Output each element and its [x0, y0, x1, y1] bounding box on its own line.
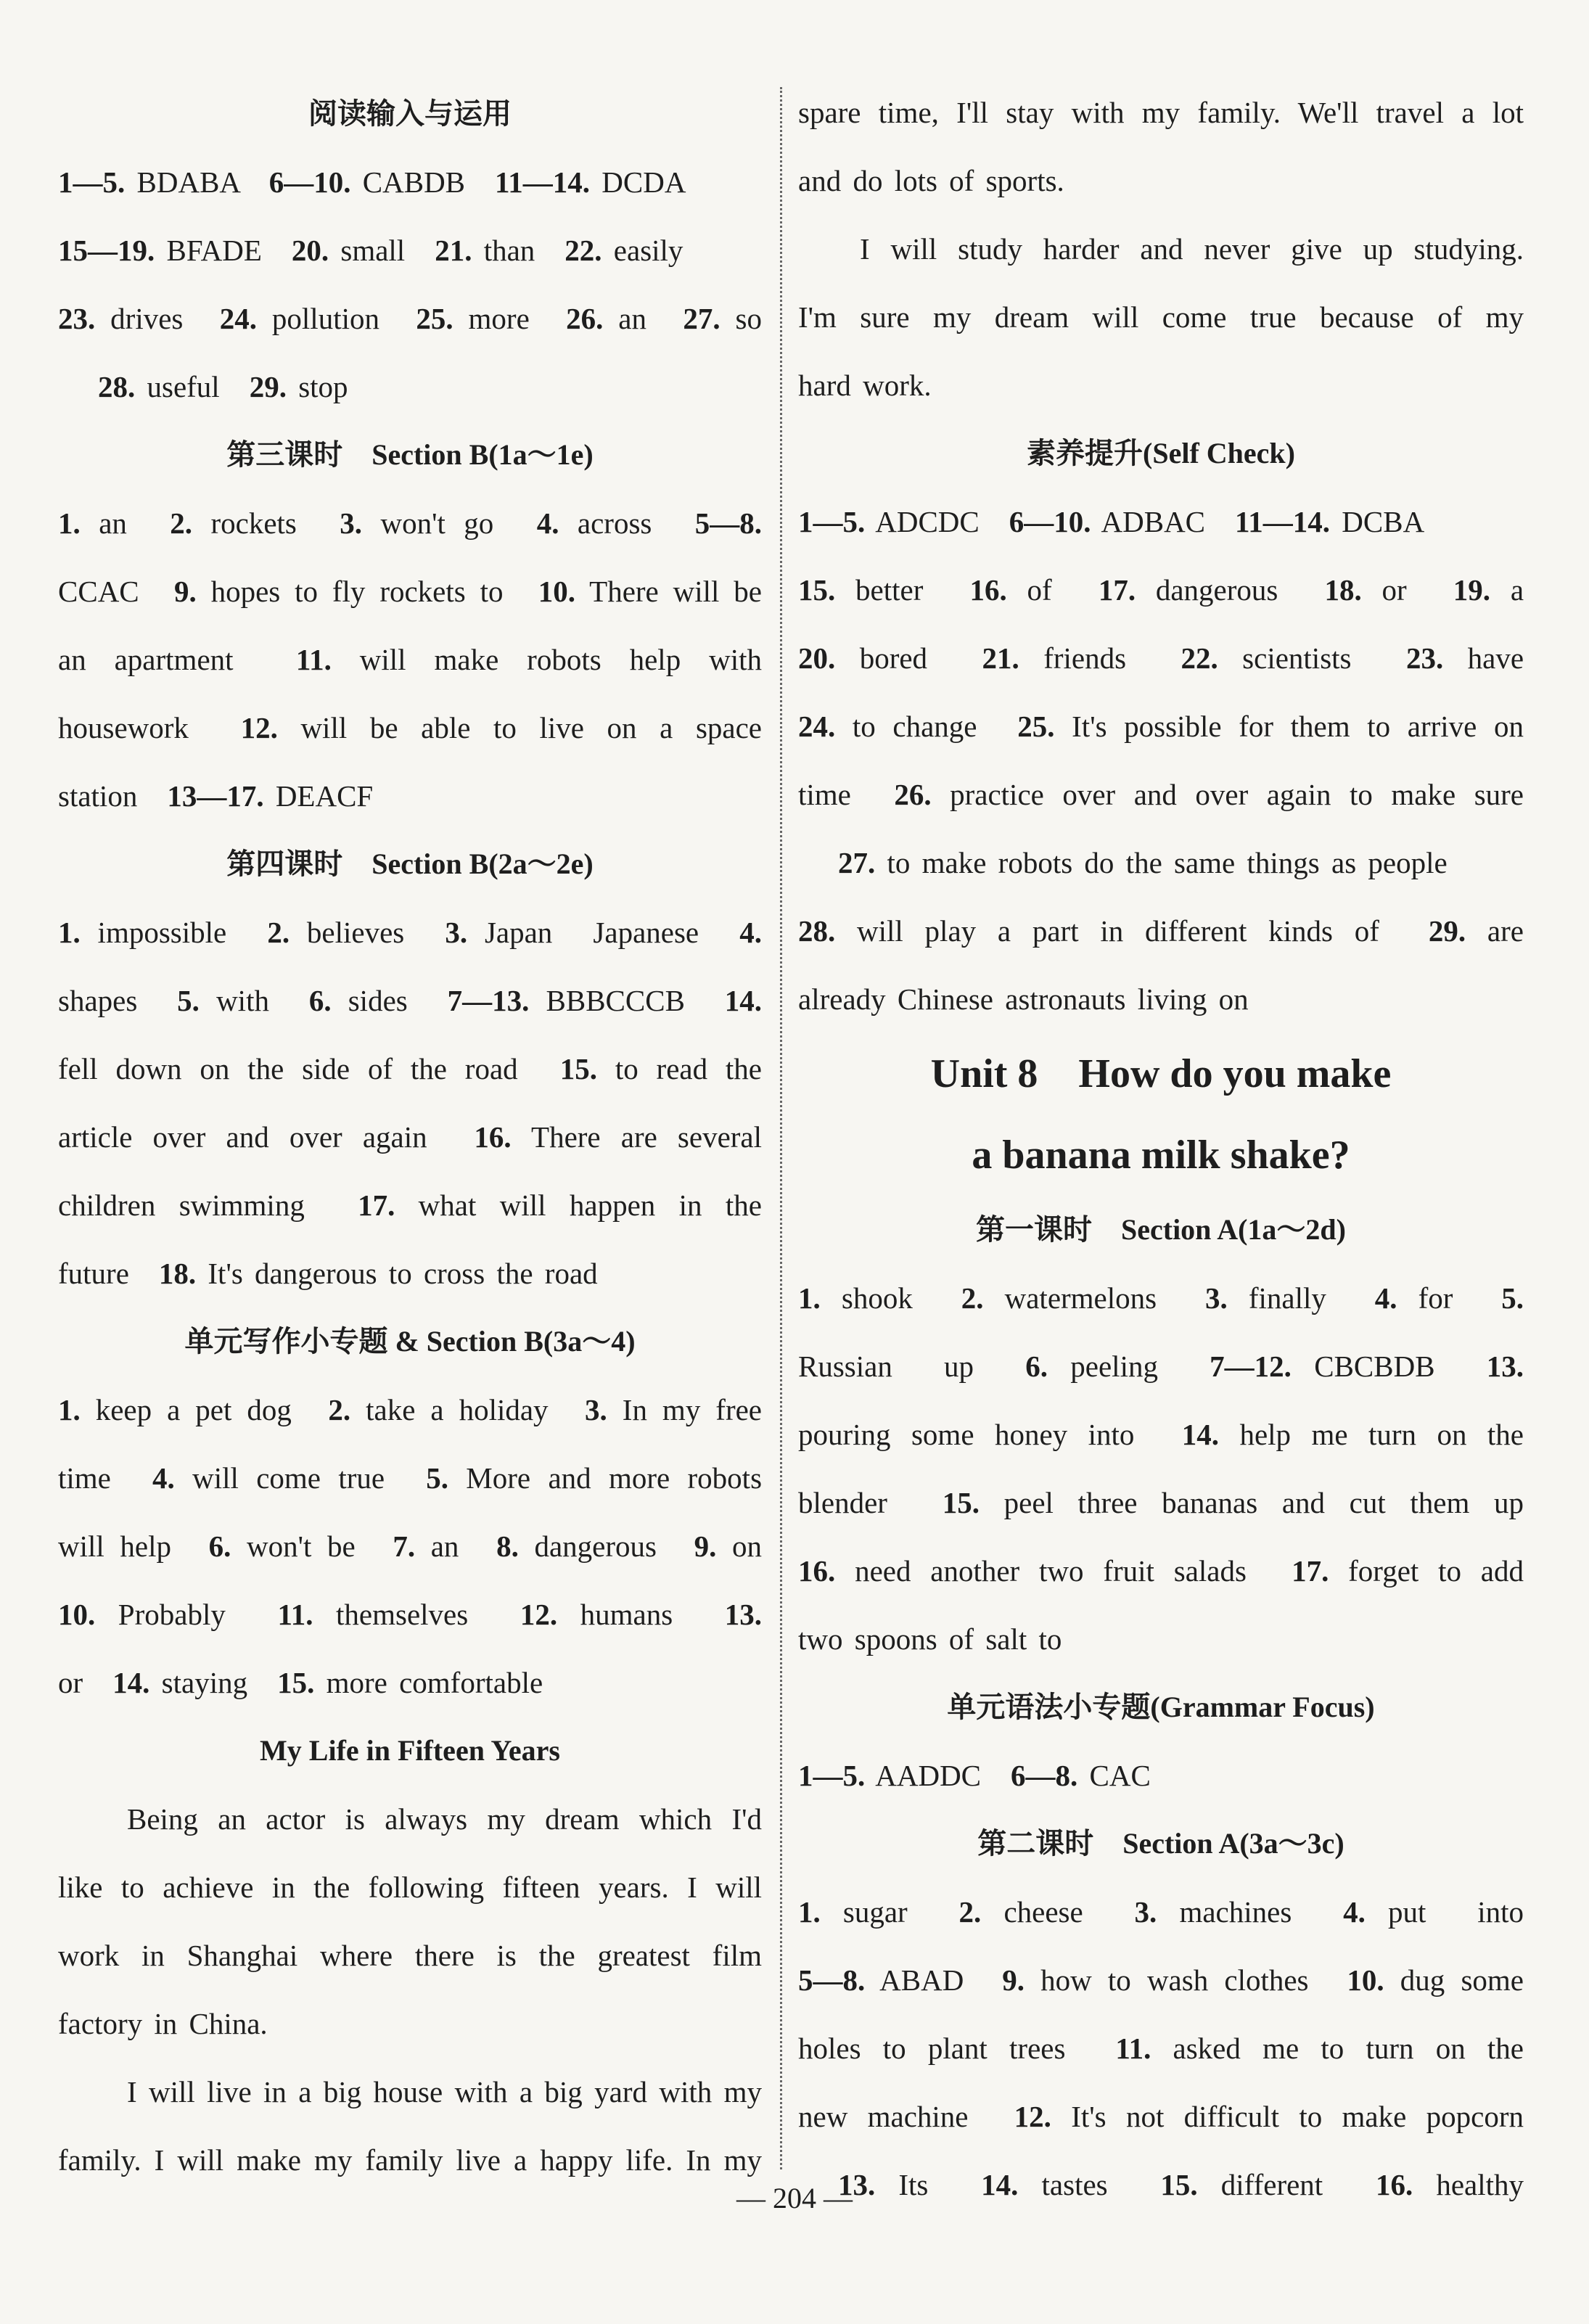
answer-text: CCAC — [58, 575, 139, 608]
answer-line — [798, 488, 1524, 556]
answer-line — [58, 966, 762, 1035]
item-number: 3. — [1134, 1895, 1157, 1929]
answer-line — [798, 1605, 1524, 1673]
item-number: 26. — [566, 302, 604, 335]
item-number: 21. — [435, 234, 472, 267]
answer-text: It's possible for them to arrive on — [1054, 710, 1524, 743]
item-number: 11. — [295, 643, 332, 676]
answer-text: future — [58, 1257, 129, 1290]
answer-line — [58, 1103, 762, 1171]
item-number: 29. — [1428, 914, 1466, 948]
answer-text: will be able to live on a space — [277, 711, 762, 744]
item-number: 28. — [98, 370, 136, 403]
section-heading: 素养提升(Self Check) — [1027, 437, 1295, 469]
answer-text: a — [1490, 573, 1524, 607]
answer-text: pouring some honey into — [798, 1418, 1135, 1451]
answer-text: scientists — [1218, 641, 1352, 675]
item-number: 8. — [496, 1530, 519, 1563]
answer-line — [798, 1537, 1524, 1605]
item-number: 22. — [564, 234, 602, 267]
answer-line — [798, 2082, 1524, 2151]
item-number: 17. — [1292, 1554, 1329, 1588]
answer-text: BBBCCCB — [529, 984, 685, 1017]
essay-line: and do lots of sports. — [798, 164, 1064, 197]
answer-text: time — [798, 778, 851, 811]
answer-line — [798, 1741, 1524, 1810]
item-number: 20. — [798, 641, 836, 675]
item-number: 19. — [1453, 573, 1491, 607]
item-number: 27. — [838, 846, 876, 879]
answer-text: cheese — [981, 1895, 1083, 1929]
item-number: 3. — [340, 506, 363, 540]
item-number: 3. — [445, 916, 468, 949]
answer-text: or — [58, 1666, 83, 1699]
answer-text: won't go — [362, 506, 494, 540]
answer-line — [798, 556, 1524, 624]
item-number: 11—14. — [1235, 505, 1331, 538]
answer-text: an — [415, 1530, 459, 1563]
item-number: 9. — [173, 575, 197, 608]
answer-text: an — [603, 302, 646, 335]
answer-text: housework — [58, 711, 189, 744]
item-number: 6—8. — [1011, 1759, 1078, 1792]
answer-text: useful — [135, 370, 220, 403]
item-number: 13. — [724, 1598, 763, 1631]
item-number: 15—19. — [58, 234, 155, 267]
item-number: 6—10. — [1009, 505, 1091, 538]
answer-text: More and more robots — [448, 1461, 763, 1495]
item-number: 1. — [58, 1393, 81, 1426]
answer-line — [798, 897, 1524, 965]
section-heading: 第一课时 Section A(1a～2d) — [976, 1213, 1346, 1246]
item-number: 3. — [1204, 1281, 1228, 1315]
left-column — [58, 80, 762, 2194]
item-number: 1. — [58, 506, 81, 540]
essay-line: factory in China. — [58, 2007, 268, 2040]
section-heading: 单元语法小专题(Grammar Focus) — [947, 1691, 1375, 1723]
answer-line — [798, 965, 1524, 1033]
answer-text: BFADE — [155, 234, 262, 267]
item-number: 7. — [393, 1530, 416, 1563]
answer-text: an apartment — [58, 643, 234, 676]
section-heading: 单元写作小专题 & Section B(3a～4) — [184, 1325, 636, 1358]
answer-text: children swimming — [58, 1188, 305, 1222]
item-number: 17. — [1098, 573, 1136, 607]
answer-text: Russian up — [798, 1350, 974, 1383]
answer-text: It's dangerous to cross the road — [196, 1257, 598, 1290]
answer-text: stop — [286, 370, 348, 403]
item-number: 20. — [291, 234, 329, 267]
answer-text: for — [1397, 1281, 1453, 1315]
answer-text: AADDC — [865, 1759, 982, 1792]
item-number: 25. — [1017, 710, 1055, 743]
item-number: 18. — [1324, 573, 1362, 607]
item-number: 4. — [1374, 1281, 1397, 1315]
answer-line — [58, 148, 762, 216]
item-number: 7—13. — [447, 984, 530, 1017]
essay-line: like to achieve in the following fifteen years. I will — [58, 1871, 762, 1904]
item-number: 14. — [1181, 1418, 1220, 1451]
item-number: 23. — [1405, 641, 1444, 675]
answer-text: have — [1443, 641, 1524, 675]
answer-text: impossible — [80, 916, 227, 949]
item-number: 5. — [1501, 1281, 1524, 1315]
answer-text: bored — [835, 641, 928, 675]
item-number: 2. — [328, 1393, 351, 1426]
item-number: 29. — [249, 370, 287, 403]
right-column — [798, 78, 1524, 2219]
essay-line: I will live in a big house with a big yard with my — [127, 2075, 762, 2109]
item-number: 11. — [1115, 2032, 1151, 2065]
answer-text: asked me to turn on the — [1151, 2032, 1524, 2065]
answer-text: humans — [557, 1598, 673, 1631]
answer-text: Japan Japanese — [467, 916, 699, 949]
answer-text: themselves — [313, 1598, 469, 1631]
answer-text: There will be — [575, 575, 763, 608]
answer-text: holes to plant trees — [798, 2032, 1066, 2065]
answer-text: fell down on the side of the road — [58, 1052, 518, 1085]
item-number: 2. — [267, 916, 290, 949]
item-number: 22. — [1181, 641, 1218, 675]
item-number: 14. — [981, 2168, 1019, 2201]
essay-line: family. I will make my family live a happy life. In my — [58, 2143, 762, 2177]
item-number: 18. — [158, 1257, 197, 1290]
answer-line — [798, 1878, 1524, 1946]
answer-text: station — [58, 779, 138, 813]
answer-text: two spoons of salt to — [798, 1622, 1062, 1656]
item-number: 13—17. — [167, 779, 264, 813]
answer-text: small — [329, 234, 406, 267]
item-number: 2. — [958, 1895, 982, 1929]
answer-text: tastes — [1018, 2168, 1108, 2201]
answer-text: CBCBDB — [1291, 1350, 1435, 1383]
answer-text: of — [1006, 573, 1052, 607]
answer-text: new machine — [798, 2100, 969, 2133]
answer-text: ABAD — [865, 1963, 964, 1997]
answer-text: won't be — [231, 1530, 356, 1563]
answer-text: sugar — [820, 1895, 908, 1929]
answer-text: already Chinese astronauts living on — [798, 982, 1249, 1016]
essay-line: work in Shanghai where there is the greatest film — [58, 1939, 762, 1972]
answer-text: staying — [149, 1666, 248, 1699]
answer-text: peeling — [1047, 1350, 1158, 1383]
item-number: 6—10. — [268, 165, 351, 199]
answer-line — [58, 625, 762, 694]
answer-text: across — [559, 506, 652, 540]
item-number: 1—5. — [798, 505, 866, 538]
item-number: 15. — [1160, 2168, 1198, 2201]
answer-text: will play a part in different kinds of — [835, 914, 1379, 948]
item-number: 13. — [1486, 1350, 1524, 1383]
essay-line: Being an actor is always my dream which I'd — [127, 1802, 762, 1836]
item-number: 6. — [1025, 1350, 1048, 1383]
answer-text: DEACF — [263, 779, 374, 813]
item-number: 28. — [798, 914, 836, 948]
answer-line — [58, 1171, 762, 1239]
item-number: 25. — [416, 302, 453, 335]
answer-text: Probably — [95, 1598, 226, 1631]
answer-text: help me turn on the — [1219, 1418, 1524, 1451]
answer-line — [798, 829, 1524, 897]
item-number: 14. — [112, 1666, 150, 1699]
item-number: 4. — [536, 506, 559, 540]
answer-line — [58, 898, 762, 966]
item-number: 13. — [838, 2168, 876, 2201]
answer-text: friends — [1019, 641, 1127, 675]
unit-title-line-1: Unit 8 How do you make — [930, 1051, 1392, 1096]
answer-line — [798, 1332, 1524, 1400]
answer-line — [798, 1946, 1524, 2014]
answer-text: dug some — [1384, 1963, 1524, 1997]
answer-text: more comfortable — [314, 1666, 543, 1699]
answer-text: or — [1361, 573, 1407, 607]
essay-line: I'm sure my dream will come true because of my — [798, 300, 1524, 334]
answer-text: to change — [835, 710, 977, 743]
answer-text: easily — [601, 234, 683, 267]
item-number: 12. — [520, 1598, 558, 1631]
answer-text: shapes — [58, 984, 138, 1017]
answer-text: are — [1466, 914, 1524, 948]
answer-text: Its — [875, 2168, 929, 2201]
answer-text: need another two fruit salads — [835, 1554, 1247, 1588]
answer-text: machines — [1157, 1895, 1292, 1929]
answer-text: put into — [1365, 1895, 1524, 1929]
item-number: 24. — [798, 710, 836, 743]
answer-text: It's not difficult to make popcorn — [1051, 2100, 1524, 2133]
answer-text: DCBA — [1330, 505, 1425, 538]
answer-text: keep a pet dog — [80, 1393, 292, 1426]
item-number: 1—5. — [798, 1759, 866, 1792]
answer-line — [58, 762, 762, 830]
item-number: 6. — [208, 1530, 231, 1563]
item-number: 27. — [683, 302, 720, 335]
item-number: 6. — [308, 984, 332, 1017]
answer-text: time — [58, 1461, 111, 1495]
item-number: 11. — [277, 1598, 313, 1631]
answer-text: CAC — [1077, 1759, 1151, 1792]
answer-text: will make robots help with — [331, 643, 762, 676]
answer-line — [58, 1035, 762, 1103]
answer-line — [58, 1580, 762, 1648]
item-number: 2. — [961, 1281, 984, 1315]
item-number: 23. — [58, 302, 96, 335]
section-heading: 第二课时 Section A(3a～3c) — [977, 1827, 1344, 1860]
item-number: 26. — [894, 778, 932, 811]
item-number: 11—14. — [495, 165, 591, 199]
answer-line — [58, 216, 762, 284]
answer-line — [58, 1239, 762, 1307]
answer-line — [798, 692, 1524, 760]
item-number: 1. — [798, 1281, 821, 1315]
item-number: 16. — [969, 573, 1007, 607]
answer-text: dangerous — [1136, 573, 1278, 607]
item-number: 14. — [724, 984, 763, 1017]
answer-line — [798, 760, 1524, 829]
item-number: 2. — [170, 506, 193, 540]
item-number: 16. — [474, 1120, 512, 1154]
answer-line — [58, 1648, 762, 1717]
answer-line — [58, 1512, 762, 1580]
item-number: 9. — [1002, 1963, 1025, 1997]
answer-text: believes — [290, 916, 405, 949]
item-number: 5—8. — [694, 506, 762, 540]
answer-text: rockets — [192, 506, 297, 540]
item-number: 1. — [58, 916, 81, 949]
item-number: 5. — [177, 984, 200, 1017]
item-number: 5. — [426, 1461, 448, 1495]
answer-text: to read the — [597, 1052, 762, 1085]
answer-text: watermelons — [983, 1281, 1157, 1315]
answer-line — [798, 624, 1524, 692]
answer-text: what will happen in the — [395, 1188, 762, 1222]
answer-line — [798, 1400, 1524, 1469]
section-heading: 第三课时 Section B(1a～1e) — [226, 438, 594, 471]
answer-text: healthy — [1413, 2168, 1524, 2201]
answer-text: better — [835, 573, 924, 607]
item-number: 7—12. — [1210, 1350, 1292, 1383]
answer-text: to make robots do the same things as people — [875, 846, 1448, 879]
item-number: 15. — [942, 1486, 980, 1519]
answer-line — [58, 284, 762, 353]
item-number: 21. — [982, 641, 1019, 675]
item-number: 16. — [798, 1554, 836, 1588]
item-number: 12. — [240, 711, 278, 744]
item-number: 10. — [1347, 1963, 1384, 1997]
answer-text: drives — [95, 302, 184, 335]
item-number: 15. — [559, 1052, 598, 1085]
answer-line — [58, 1444, 762, 1512]
answer-text: take a holiday — [350, 1393, 549, 1426]
item-number: 4. — [152, 1461, 175, 1495]
answer-text: sides — [331, 984, 408, 1017]
answer-line — [798, 2014, 1524, 2082]
essay-title: My Life in Fifteen Years — [260, 1734, 560, 1767]
essay-line: hard work. — [798, 369, 932, 402]
item-number: 9. — [694, 1530, 717, 1563]
answer-text: finally — [1227, 1281, 1326, 1315]
answer-text: will come true — [174, 1461, 385, 1495]
answer-text: hopes to fly rockets to — [196, 575, 504, 608]
answer-line — [798, 1264, 1524, 1332]
item-number: 15. — [798, 573, 836, 607]
item-number: 17. — [358, 1188, 395, 1222]
answer-text: ADBAC — [1091, 505, 1206, 538]
answer-text: will help — [58, 1530, 171, 1563]
answer-line — [798, 1469, 1524, 1537]
answer-text: so — [720, 302, 762, 335]
answer-text: how to wash clothes — [1024, 1963, 1309, 1997]
answer-text: There are several — [511, 1120, 763, 1154]
answer-text: with — [199, 984, 269, 1017]
essay-line: spare time, I'll stay with my family. We'll travel a lot — [798, 96, 1524, 129]
item-number: 15. — [277, 1666, 315, 1699]
answer-text: than — [472, 234, 535, 267]
answer-text: blender — [798, 1486, 887, 1519]
answer-text: In my free — [607, 1393, 763, 1426]
item-number: 24. — [219, 302, 257, 335]
item-number: 1—5. — [58, 165, 126, 199]
column-divider — [780, 87, 782, 2169]
answer-text: on — [716, 1530, 762, 1563]
item-number: 10. — [538, 575, 576, 608]
section-heading: 阅读输入与运用 — [308, 97, 512, 130]
answer-text: DCDA — [590, 165, 686, 199]
answer-line — [58, 489, 762, 557]
item-number: 1. — [798, 1895, 821, 1929]
answer-text: practice over and over again to make sure — [931, 778, 1524, 811]
answer-text: pollution — [256, 302, 379, 335]
item-number: 16. — [1375, 2168, 1413, 2201]
answer-text: an — [80, 506, 127, 540]
item-number: 4. — [739, 916, 762, 949]
answer-text: forget to add — [1329, 1554, 1524, 1588]
answer-line — [58, 557, 762, 625]
answer-text: article over and over again — [58, 1120, 427, 1154]
answer-text: more — [453, 302, 530, 335]
answer-line — [58, 1376, 762, 1444]
unit-title-line-2: a banana milk shake? — [972, 1133, 1350, 1178]
answer-text: different — [1197, 2168, 1323, 2201]
item-number: 12. — [1014, 2100, 1051, 2133]
page-number: — 204 — — [736, 2182, 853, 2214]
item-number: 4. — [1343, 1895, 1366, 1929]
essay-line: I will study harder and never give up studying. — [860, 232, 1524, 266]
answer-text: CABDB — [350, 165, 466, 199]
item-number: 3. — [585, 1393, 607, 1426]
answer-line — [58, 694, 762, 762]
answer-text: dangerous — [518, 1530, 657, 1563]
item-number: 5—8. — [798, 1963, 866, 1997]
item-number: 10. — [58, 1598, 96, 1631]
section-heading: 第四课时 Section B(2a～2e) — [226, 847, 594, 880]
answer-text: ADCDC — [865, 505, 980, 538]
answer-line — [58, 353, 762, 421]
answer-text: shook — [820, 1281, 913, 1315]
answer-text: peel three bananas and cut them up — [979, 1486, 1524, 1519]
answer-text: BDABA — [125, 165, 239, 199]
